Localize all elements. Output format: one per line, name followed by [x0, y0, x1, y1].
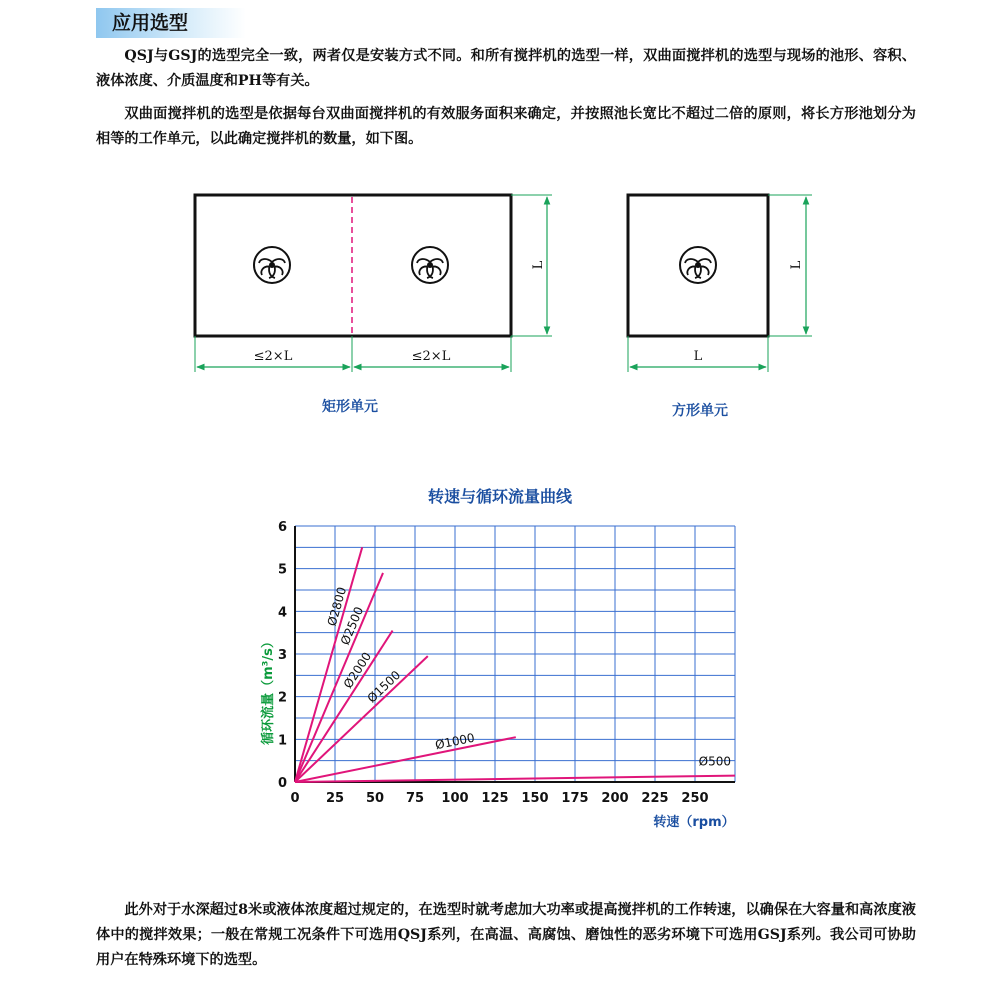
x-tick-label: 100 — [441, 791, 469, 806]
y-tick-label: 0 — [277, 776, 287, 791]
series-label: Ø2800 — [324, 585, 350, 628]
x-tick-label: 75 — [405, 791, 425, 806]
rect-dim-right: ≤2×L — [411, 349, 451, 364]
y-tick-label: 2 — [277, 690, 287, 706]
square-dim-bottom: L — [693, 349, 703, 364]
series-label: Ø1500 — [364, 667, 404, 706]
x-tick-label: 25 — [325, 791, 345, 806]
chart-title: 转速与循环流量曲线 — [427, 487, 572, 506]
x-tick-label: 150 — [521, 791, 549, 806]
series-line — [295, 631, 393, 782]
square-dim-side: L — [789, 260, 804, 270]
x-tick-label: 250 — [681, 791, 709, 806]
x-tick-label: 125 — [481, 791, 509, 806]
chart-series — [295, 547, 735, 782]
y-tick-labels — [278, 520, 287, 791]
square-caption: 方形单元 — [672, 403, 728, 419]
x-tick-label: 175 — [561, 791, 589, 806]
series-label: Ø2500 — [337, 604, 367, 648]
y-tick-label: 1 — [277, 733, 287, 749]
series-label: Ø2000 — [340, 649, 375, 691]
y-axis-label: 循环流量（m³/s） — [261, 635, 276, 745]
rect-dim-left: ≤2×L — [253, 349, 293, 364]
paragraph-2: 双曲面搅拌机的选型是依据每台双曲面搅拌机的有效服务面积来确定，并按照池长宽比不超过二倍的原则，将长方形池划分为相等的工作单元，以此确定搅拌机的数量，如下图。 — [96, 106, 916, 147]
x-tick-labels — [290, 791, 708, 806]
y-tick-label: 5 — [277, 562, 287, 578]
y-tick-label: 4 — [277, 605, 287, 621]
rect-caption: 矩形单元 — [322, 399, 378, 415]
x-axis-label: 转速（rpm） — [653, 815, 735, 830]
section-title: 应用选型 — [96, 8, 246, 38]
paragraph-1: QSJ与GSJ的选型完全一致，两者仅是安装方式不同。和所有搅拌机的选型一样，双曲面搅拌机的选型与现场的池形、容积、液体浓度、介质温度和PH等有关。 — [96, 48, 916, 89]
x-tick-label: 0 — [290, 791, 300, 806]
series-label: Ø500 — [698, 754, 731, 769]
y-tick-label: 3 — [277, 648, 287, 663]
series-line — [295, 737, 516, 782]
x-tick-label: 225 — [641, 791, 669, 806]
series-label: Ø1000 — [433, 730, 476, 753]
y-tick-label: 6 — [277, 520, 287, 535]
paragraph-3: 此外对于水深超过8米或液体浓度超过规定的，在选型时就考虑加大功率或提高搅拌机的工作转速，以确保在大容量和高浓度液体中的搅拌效果；一般在常规工况条件下可选用QSJ系列，在高温、高腐蚀、磨蚀性的恶劣环境下可选用GSJ系列。我公司可协助用户在特殊环境下的选型。 — [96, 902, 916, 968]
x-tick-label: 50 — [365, 791, 385, 806]
rect-dim-side: L — [531, 260, 546, 270]
x-tick-label: 200 — [601, 791, 629, 806]
